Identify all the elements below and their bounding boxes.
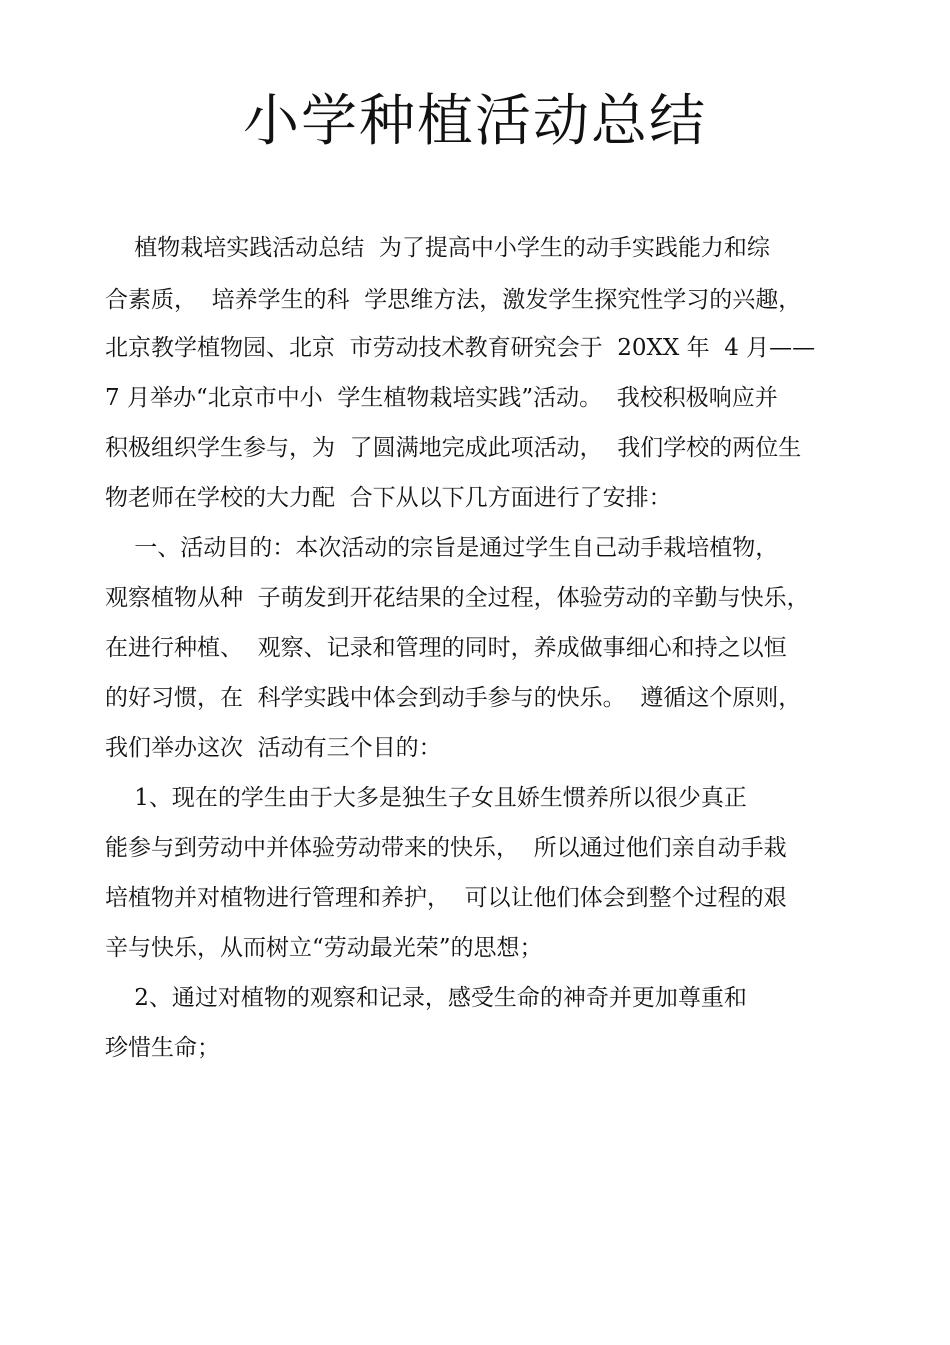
- body-line: 培植物并对植物进行管理和养护， 可以让他们体会到整个过程的艰: [105, 885, 787, 911]
- body-line: 植物栽培实践活动总结 为了提高中小学生的动手实践能力和综: [105, 235, 770, 261]
- body-line: 物老师在学校的大力配 合下从以下几方面进行了安排：: [105, 485, 672, 511]
- body-line: 观察植物从种 子萌发到开花结果的全过程，体验劳动的辛勤与快乐，: [105, 585, 810, 611]
- body-line: 能参与到劳动中并体验劳动带来的快乐， 所以通过他们亲自动手栽: [105, 835, 787, 861]
- body-line: 珍惜生命；: [105, 1035, 220, 1061]
- body-line: 2、通过对植物的观察和记录，感受生命的神奇并更加尊重和: [105, 985, 747, 1011]
- document-title: 小学种植活动总结: [243, 89, 707, 154]
- body-line: 辛与快乐，从而树立“劳动最光荣”的思想；: [105, 935, 543, 961]
- body-line: 我们举办这次 活动有三个目的：: [105, 735, 442, 761]
- body-line: 积极组织学生参与，为 了圆满地完成此项活动， 我们学校的两位生: [105, 435, 802, 461]
- body-line: 合素质， 培养学生的科 学思维方法，激发学生探究性学习的兴趣，: [105, 287, 802, 313]
- body-line: 一、活动目的：本次活动的宗旨是通过学生自己动手栽培植物，: [105, 535, 779, 561]
- body-line: 7 月举办“北京市中小 学生植物栽培实践”活动。 我校积极响应并: [105, 385, 778, 411]
- body-line: 北京教学植物园、北京 市劳动技术教育研究会于 20XX 年 4 月——: [105, 335, 816, 361]
- body-line: 的好习惯，在 科学实践中体会到动手参与的快乐。 遵循这个原则，: [105, 685, 802, 711]
- body-line: 在进行种植、 观察、记录和管理的同时，养成做事细心和持之以恒: [105, 635, 787, 661]
- body-line: 1、现在的学生由于大多是独生子女且娇生惯养所以很少真正: [105, 785, 747, 811]
